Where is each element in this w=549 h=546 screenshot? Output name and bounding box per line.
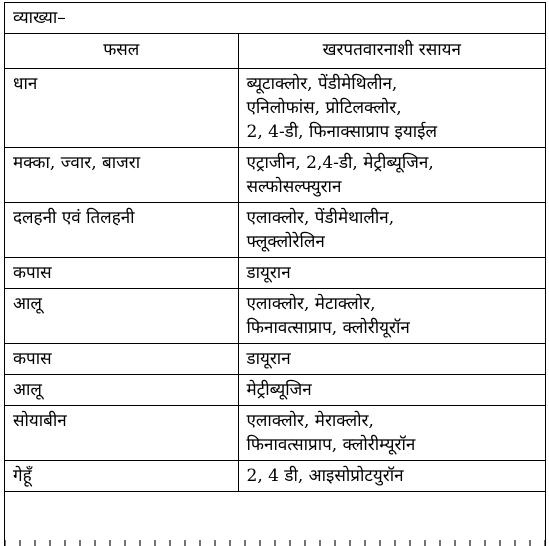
chemical-line: फिनावत्साप्राप, क्लोरीयूरॉन: [246, 318, 410, 338]
chemical-line: 2, 4-डी, फिनाक्साप्राप इयाईल: [246, 122, 438, 142]
chemical-line: एलाक्लोर, मेराक्लोर,: [246, 411, 374, 431]
table-row: [5, 375, 545, 406]
chemical-line: डायूरान: [246, 349, 291, 369]
crop-cell: कपास: [5, 258, 238, 289]
table-row: [5, 289, 545, 344]
chemical-line: फ्लूक्लोरेलिन: [246, 232, 325, 252]
chemical-line: एलाक्लोर, पेंडीमेथालीन,: [246, 208, 395, 228]
chemical-line: सल्फोसल्फ्युरान: [246, 177, 342, 197]
chemical-cell: [238, 406, 545, 461]
table-header-row: [5, 34, 545, 69]
chemical-cell: [238, 344, 545, 375]
chemical-cell: [238, 461, 545, 492]
table-row: [5, 148, 545, 203]
chemical-line: एनिलोफांस, प्रोटिलक्लोर,: [246, 98, 402, 118]
crop-cell: आलू: [5, 375, 238, 406]
crop-cell: कपास: [5, 344, 238, 375]
chemical-cell: [238, 375, 545, 406]
chemical-cell: [238, 69, 545, 148]
crop-cell: मक्का, ज्वार, बाजरा: [5, 148, 238, 203]
crop-herbicide-table: [5, 34, 545, 492]
column-header-herbicide: खरपतवारनाशी रसायन: [238, 34, 545, 69]
chemical-line: ब्यूटाक्लोर, पेंडीमेथिलीन,: [246, 74, 398, 94]
chemical-cell: [238, 203, 545, 258]
crop-cell: सोयाबीन: [5, 406, 238, 461]
crop-cell: आलू: [5, 289, 238, 344]
table-row: [5, 69, 545, 148]
crop-cell: गेहूँ: [5, 461, 238, 492]
chemical-cell: [238, 289, 545, 344]
chemical-line: डायूरान: [246, 263, 291, 283]
column-header-crop: फसल: [5, 34, 238, 69]
crop-cell: दलहनी एवं तिलहनी: [5, 203, 238, 258]
answer-sheet: [4, 2, 546, 546]
chemical-cell: [238, 258, 545, 289]
chemical-cell: [238, 148, 545, 203]
table-row: [5, 461, 545, 492]
chemical-line: एट्राजीन, 2,4-डी, मेट्रीब्यूजिन,: [246, 153, 434, 173]
table-row: [5, 406, 545, 461]
explanation-heading: व्याख्या–: [5, 3, 545, 34]
chemical-line: फिनावत्साप्राप, क्लोरीम्यूरॉन: [246, 435, 416, 455]
chemical-line: मेट्रीब्यूजिन: [246, 380, 312, 400]
cropped-text-edge: [4, 540, 546, 546]
chemical-line: 2, 4 डी, आइसोप्रोटयुरॉन: [246, 466, 404, 486]
crop-cell: धान: [5, 69, 238, 148]
table-row: [5, 258, 545, 289]
chemical-line: एलाक्लोर, मेटाक्लोर,: [246, 294, 376, 314]
table-row: [5, 203, 545, 258]
table-row: [5, 344, 545, 375]
